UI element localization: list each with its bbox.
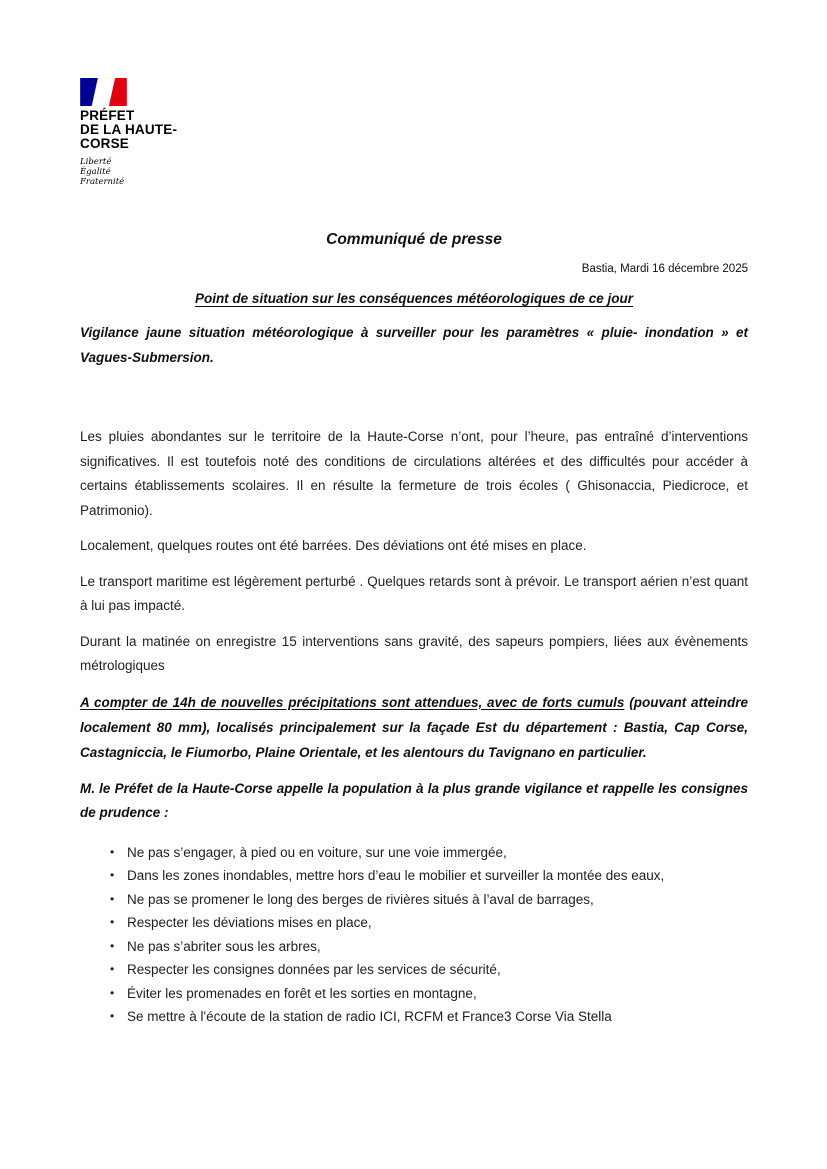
instruction-text: Éviter les promenades en forêt et les sorties en montagne,	[127, 985, 477, 1001]
gov-logo	[80, 78, 200, 187]
list-item	[110, 935, 748, 959]
instruction-text: Ne pas s’engager, à pied ou en voiture, sur une voie immergée,	[127, 844, 507, 860]
press-release-title: Communiqué de presse	[326, 231, 502, 248]
prefecture-name-line: CORSE	[80, 136, 130, 151]
instruction-text: Ne pas se promener le long des berges de rivières situés à l’aval de barrages,	[127, 891, 594, 907]
bullet-icon: •	[110, 844, 115, 859]
safety-instructions-list	[80, 841, 748, 1029]
bullet-icon: •	[110, 915, 115, 929]
prefecture-name	[80, 109, 200, 151]
instruction-text: Dans les zones inondables, mettre hors d’eau le mobilier et surveiller la montée des eaux,	[127, 868, 665, 883]
body-paragraph: Les pluies abondantes sur le territoire de la Haute-Corse n’ont, pour l’heure, pas entraîné d’interventions significatives. Il est toutefois noté des conditions de circulations altérées et des difficultés pour accéder à certains établissements scolaires. Il en résulte la fermeture de trois écoles ( Ghisonaccia, Piedicroce, et Patrimonio).	[80, 429, 748, 518]
bullet-icon: •	[110, 868, 115, 882]
bullet-icon: •	[110, 938, 115, 953]
prefect-appeal: M. le Préfet de la Haute-Corse appelle la population à la plus grande vigilance et rappelle les consignes de prudence :	[80, 780, 748, 820]
motto-line: Égalité	[80, 167, 111, 177]
instruction-text: Ne pas s’abriter sous les arbres,	[127, 938, 321, 954]
republic-motto	[80, 157, 200, 187]
instruction-text: Respecter les déviations mises en place,	[127, 915, 372, 930]
prefecture-name-line: DE LA HAUTE-	[80, 122, 178, 137]
instruction-text: Respecter les consignes données par les services de sécurité,	[127, 962, 501, 977]
subject-heading: Point de situation sur les conséquences météorologiques de ce jour	[194, 291, 634, 306]
list-item	[110, 888, 748, 912]
list-item	[110, 958, 748, 982]
body-paragraph: Durant la matinée on enregistre 15 interventions sans gravité, des sapeurs pompiers, liées aux évènements métrologiques	[80, 633, 748, 673]
body-paragraph: Le transport maritime est légèrement perturbé . Quelques retards sont à prévoir. Le transport aérien n’est quant à lui pas impacté.	[80, 573, 748, 613]
motto-line: Liberté	[80, 157, 112, 167]
list-item	[110, 911, 748, 935]
alert-paragraph	[80, 690, 748, 765]
prefecture-name-line: PRÉFET	[80, 108, 135, 123]
list-item	[110, 1005, 748, 1029]
bullet-icon: •	[110, 1009, 115, 1023]
alert-underlined-text: A compter de 14h de nouvelles précipitations sont attendues, avec de forts cumuls	[80, 694, 625, 710]
bullet-icon: •	[110, 962, 115, 976]
alert-rest-text: (pouvant atteindre localement 80 mm), localisés principalement sur la façade Est du département : Bastia, Cap Corse, Castagniccia, le Fiumorbo, Plaine Orientale, et les alentours du Tavignano en particulier.	[80, 694, 748, 760]
dateline: Bastia, Mardi 16 décembre 2025	[581, 263, 748, 275]
french-flag-icon	[80, 78, 127, 106]
list-item	[110, 982, 748, 1006]
bullet-icon: •	[110, 985, 115, 1000]
bullet-icon: •	[110, 891, 115, 906]
body-paragraph: Localement, quelques routes ont été barrées. Des déviations ont été mises en place.	[80, 538, 587, 553]
instruction-text: Se mettre à l'écoute de la station de radio ICI, RCFM et France3 Corse Via Stella	[127, 1009, 612, 1024]
motto-line: Fraternité	[80, 177, 125, 187]
list-item	[110, 864, 748, 888]
vigilance-statement: Vigilance jaune situation météorologique à surveiller pour les paramètres « pluie- inondation » et Vagues-Submersion.	[80, 325, 748, 365]
list-item	[110, 841, 748, 865]
